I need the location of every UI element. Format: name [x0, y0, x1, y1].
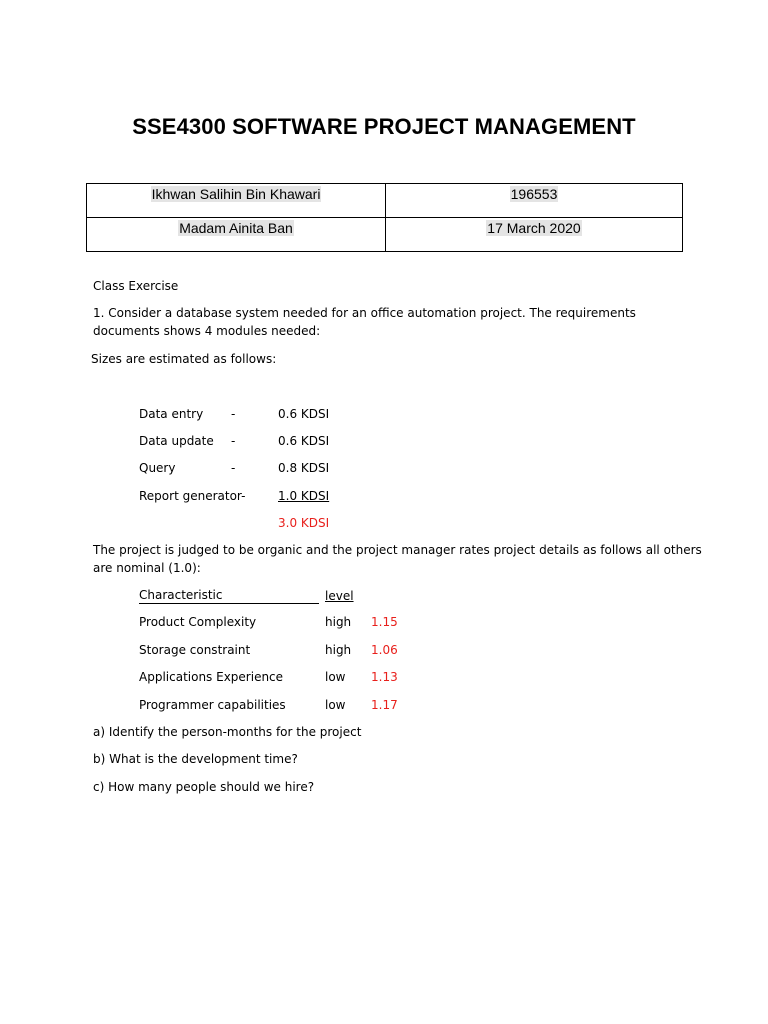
- characteristic-name: Product Complexity: [139, 615, 257, 629]
- module-size: 0.8 KDSI: [278, 461, 330, 475]
- sizes-intro: Sizes are estimated as follows:: [91, 352, 277, 366]
- characteristic-header: [139, 588, 319, 604]
- characteristic-value: 1.17: [371, 698, 398, 712]
- module-name: Query: [139, 461, 176, 475]
- question-a: a) Identify the person-months for the project: [93, 725, 362, 739]
- module-size: 0.6 KDSI: [278, 407, 330, 421]
- module-dash: -: [231, 434, 236, 448]
- student-id-cell: [386, 184, 683, 218]
- lecturer-cell: [87, 218, 386, 252]
- project-line-2: are nominal (1.0):: [93, 561, 201, 575]
- section-label: Class Exercise: [93, 279, 179, 293]
- characteristic-name: Programmer capabilities: [139, 698, 286, 712]
- module-name: Data entry: [139, 407, 204, 421]
- module-name: Report generator-: [139, 489, 246, 503]
- characteristic-level: low: [325, 670, 346, 684]
- characteristic-value: 1.06: [371, 643, 398, 657]
- characteristic-header-label: Characteristic: [139, 588, 223, 602]
- question-1-line-1: 1. Consider a database system needed for an office automation project. The requirements: [93, 306, 636, 320]
- student-id: 196553: [510, 186, 558, 202]
- project-line-1: The project is judged to be organic and the project manager rates project details as follows all others: [93, 543, 702, 557]
- question-b: b) What is the development time?: [93, 752, 298, 766]
- characteristic-level: low: [325, 698, 346, 712]
- level-header: level: [325, 589, 354, 603]
- module-dash: -: [231, 461, 236, 475]
- module-size: 1.0 KDSI: [278, 489, 330, 503]
- student-name: Ikhwan Salihin Bin Khawari: [151, 186, 321, 202]
- module-name: Data update: [139, 434, 214, 448]
- module-dash: -: [231, 407, 236, 421]
- table-row: [87, 218, 683, 252]
- info-table: [86, 183, 683, 252]
- characteristic-value: 1.15: [371, 615, 398, 629]
- characteristic-name: Applications Experience: [139, 670, 284, 684]
- module-size: 0.6 KDSI: [278, 434, 330, 448]
- table-row: [87, 184, 683, 218]
- total-size: 3.0 KDSI: [278, 516, 330, 530]
- student-name-cell: [87, 184, 386, 218]
- question-c: c) How many people should we hire?: [93, 780, 315, 794]
- submission-date: 17 March 2020: [487, 220, 581, 236]
- characteristic-level: high: [325, 643, 352, 657]
- lecturer-name: Madam Ainita Ban: [179, 220, 293, 236]
- characteristic-level: high: [325, 615, 352, 629]
- characteristic-value: 1.13: [371, 670, 398, 684]
- document-title: SSE4300 SOFTWARE PROJECT MANAGEMENT: [132, 114, 636, 139]
- characteristic-name: Storage constraint: [139, 643, 251, 657]
- date-cell: [386, 218, 683, 252]
- question-1-line-2: documents shows 4 modules needed:: [93, 324, 321, 338]
